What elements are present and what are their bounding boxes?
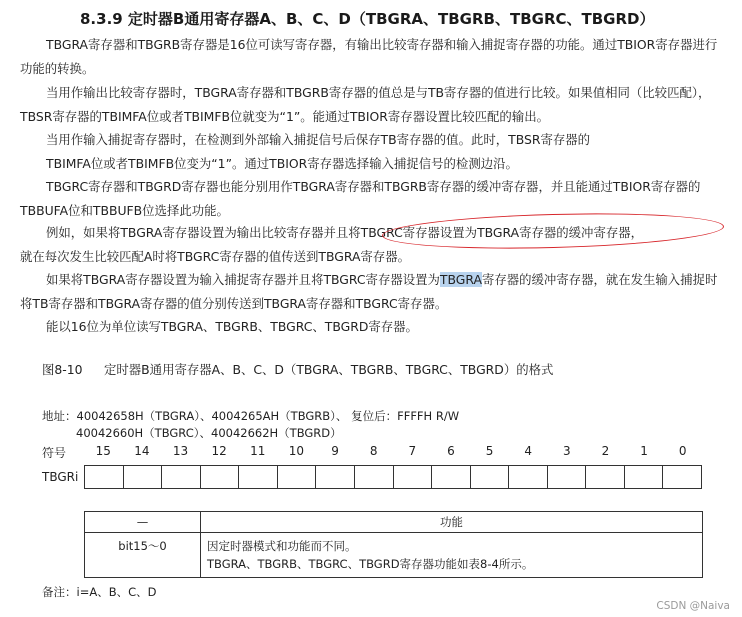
bit-cell [548,466,587,488]
table-header-row [85,512,703,533]
figure-number: 图8-10 [42,362,83,377]
address-line-1: 地址：40042658H（TBGRA）、4004265AH（TBGRB）、 复位后：FFFFH R/W [42,409,460,423]
bit-number: 12 [211,444,227,458]
paragraph-7 [20,315,726,339]
bit-cell [471,466,510,488]
bit-number-row [84,444,702,460]
paragraph-3 [20,128,726,175]
bit-cell [586,466,625,488]
watermark: CSDN @Naiva [656,600,730,612]
bit-cell [278,466,317,488]
address-line-2: 40042660H（TBGRC）、40042662H（TBGRD） [76,426,342,440]
bit-number: 5 [485,444,494,458]
bit-cell [355,466,394,488]
bit-number: 13 [172,444,189,458]
paragraph-3-line-1: 当用作输入捕捉寄存器时，在检测到外部输入捕捉信号后保存TB寄存器的值。此时，TBSR寄存器的 [46,132,591,147]
paragraph-2-text: 当用作输出比较寄存器时，TBGRA寄存器和TBGRB寄存器的值总是与TB寄存器的值进行比较。如果值相同（比较匹配），TBSR寄存器的TBIMFA位或者TBIMFB位就变为“1”。能通过TBIOR寄存器设置比较匹配的输出。 [20,85,711,124]
bit-cell [239,466,278,488]
bit-number: 15 [95,444,111,458]
paragraph-2 [20,81,726,128]
header-function-column: 功能 [201,512,703,533]
paragraph-4-text: TBGRC寄存器和TBGRD寄存器也能分别用作TBGRA寄存器和TBGRB寄存器的缓冲寄存器，并且能通过TBIOR寄存器的TBBUFA位和TBBUFB位选择此功能。 [20,179,701,218]
register-bit-cells [84,465,702,489]
table-row [85,533,703,578]
bit-number: 14 [134,444,150,458]
bit-number: 11 [250,444,266,458]
function-table [84,511,703,578]
paragraph-1-text: TBGRA寄存器和TBGRB寄存器是16位可读写寄存器，有输出比较寄存器和输入捕捉寄存器的功能。通过TBIOR寄存器进行功能的转换。 [20,37,718,76]
bit-number: 7 [408,444,417,458]
symbol-label: 符号 [42,446,67,460]
bit-number: 10 [288,444,305,458]
paragraph-6-text-start: 如果将TBGRA寄存器设置为输入捕捉寄存器并且将TBGRC寄存器设置为 [46,272,440,287]
bit-number: 8 [369,444,378,458]
bit-number: 0 [678,444,687,458]
bit-cell [85,466,124,488]
paragraph-6-text-end: 寄存器的缓冲寄存器，就在发生输入捕捉时将TB寄存器和TBGRA寄存器的值分别传送到TBGRA寄存器和TBGRC寄存器。 [20,272,718,311]
bit-number: 9 [331,444,339,458]
bit-cell [509,466,548,488]
bit-cell [201,466,240,488]
paragraph-6 [20,268,726,315]
paragraph-3-line-2: TBIMFA位或者TBIMFB位变为“1”。通过TBIOR寄存器选择输入捕捉信号的检测边沿。 [46,155,518,171]
bit-range-cell: bit15～0 [85,533,201,578]
paragraph-5-line-1: 例如，如果将TBGRA寄存器设置为输出比较寄存器并且将TBGRC寄存器设置为TBGRA寄存器的缓冲寄存器， [46,225,644,240]
description-line-2: TBGRA、TBGRB、TBGRC、TBGRD寄存器功能如表8-4所示。 [207,557,534,571]
bit-cell [162,466,201,488]
function-description-cell [201,533,703,578]
bit-cell [394,466,433,488]
section-title: 8.3.9 定时器B通用寄存器A、B、C、D（TBGRA、TBGRB、TBGRC、TBGRD） [80,10,655,28]
bit-number: 6 [447,444,455,458]
figure-caption-text: 定时器B通用寄存器A、B、C、D（TBGRA、TBGRB、TBGRC、TBGRD）的格式 [104,362,554,377]
bit-cell [663,466,701,488]
bit-cell [625,466,664,488]
footnote: 备注：i=A、B、C、D [42,585,157,599]
bit-cell [432,466,471,488]
paragraph-1 [20,33,726,80]
highlighted-selection[interactable]: TBGRA [439,272,482,287]
bit-cell [316,466,355,488]
bit-number: 2 [601,444,610,458]
register-name: TBGRi [42,470,79,484]
bit-cell [124,466,163,488]
paragraph-7-text: 能以16位为单位读写TBGRA、TBGRB、TBGRC、TBGRD寄存器。 [46,319,418,334]
header-bit-column: — [85,512,201,533]
figure-caption [42,360,553,378]
paragraph-5-line-2: 就在每次发生比较匹配A时将TBGRC寄存器的值传送到TBGRA寄存器。 [20,248,410,264]
description-line-1: 因定时器模式和功能而不同。 [207,539,357,553]
bit-number: 4 [524,444,532,458]
bit-number: 1 [640,444,648,458]
bit-number: 3 [562,444,571,458]
